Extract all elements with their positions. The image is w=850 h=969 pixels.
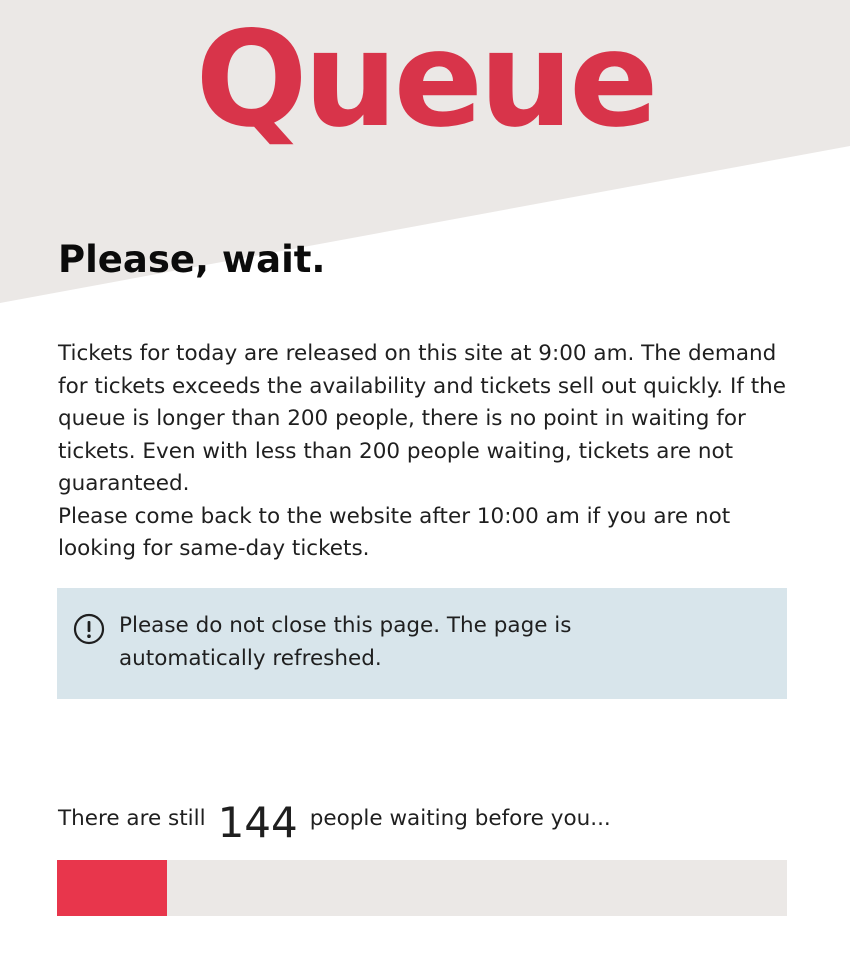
queue-suffix: people waiting before you... bbox=[309, 805, 611, 831]
notice-text: Please do not close this page. The page is automatically refreshed. bbox=[119, 613, 572, 671]
page-title: Please, wait. bbox=[58, 238, 326, 281]
refresh-notice bbox=[57, 588, 787, 699]
queue-status bbox=[58, 790, 793, 846]
brand-logo: Queue bbox=[195, 3, 655, 157]
intro-paragraph: Tickets for today are released on this site at 9:00 am. The demand for tickets exceeds the availability and tickets sell out quickly. If the queue is longer than 200 people, there is no point in waiting for tickets. Even with less than 200 people waiting, tickets are not guaranteed. bbox=[58, 341, 787, 496]
queue-prefix: There are still bbox=[58, 805, 206, 831]
queue-count: 144 bbox=[217, 798, 298, 847]
queue-progress-bar bbox=[57, 860, 787, 916]
queue-progress-fill bbox=[57, 860, 167, 916]
exclamation-circle-icon bbox=[73, 613, 105, 645]
intro-text bbox=[58, 338, 793, 566]
intro-paragraph: Please come back to the website after 10:00 am if you are not looking for same-day tickets. bbox=[58, 503, 731, 561]
